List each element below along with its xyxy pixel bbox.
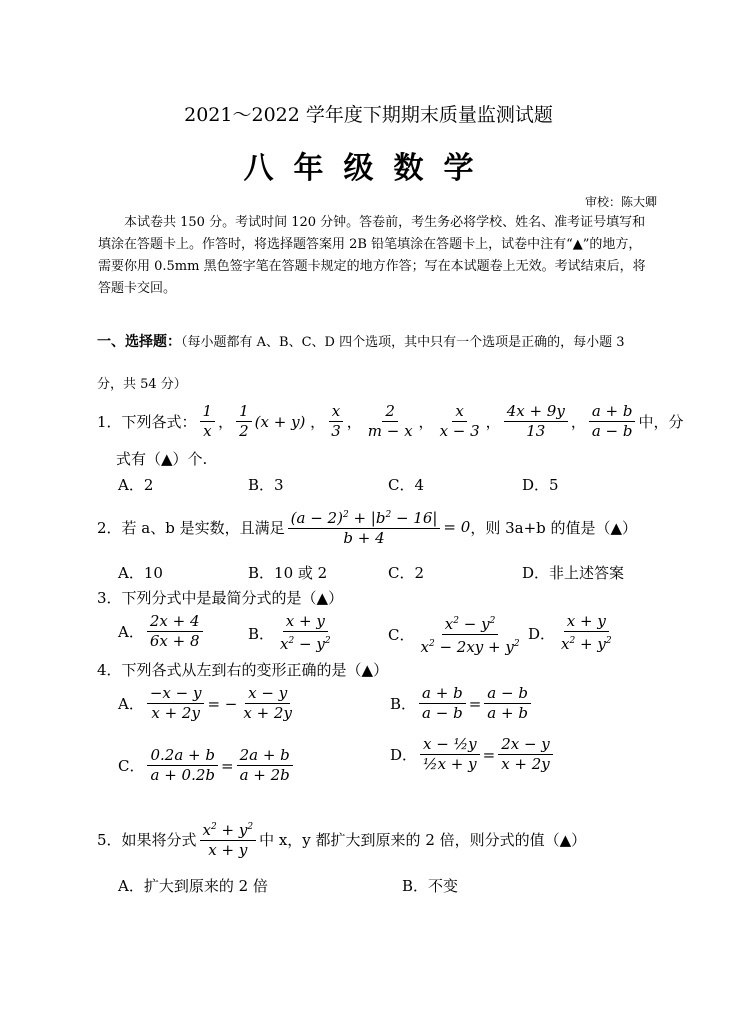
q1-expr-3: $\frac{x}{3}$ (328, 402, 344, 441)
q1-expr-1: $\frac{1}{x}$ (200, 402, 216, 441)
q2-option-c: C．2 (388, 564, 425, 582)
instructions: 本试卷共 150 分。考试时间 120 分钟。答卷前，考生务必将学校、姓名、准考证号填写和填涂在答题卡上。作答时，将选择题答案用 2B 铅笔填涂在答题卡上，试卷中注有“▲”的地方，需要你用 0.5mm 黑色签字笔在答题卡规定的地方作答；写在本试题卷上无效。考试结束后，将答题卡交回。 (98, 215, 646, 296)
q4-option-b: B． $\frac{a + b}{a - b}$ = $\frac{a - b}{a + b}$ (390, 684, 534, 723)
question-2: 2．若 a、b 是实数，且满足 $\frac{(a - 2)^2 + |b^2 - 16|}{b + 4}$ = 0 ，则 3a+b 的值是（▲） (97, 506, 637, 548)
q2-option-a: A．10 (118, 564, 163, 582)
question-3: 3．下列分式中是最简分式的是（▲） (97, 589, 344, 607)
q5-fraction: $\frac{x^2 + y^2}{x + y}$ (200, 818, 257, 860)
q2-equation: $\frac{(a - 2)^2 + |b^2 - 16|}{b + 4}$ (288, 506, 441, 548)
q1-expr-2: $\frac{1}{2}$ (236, 402, 252, 441)
q1-option-d: D．5 (522, 476, 559, 494)
q1-expr-4: $\frac{2}{m - x}$ (367, 402, 413, 440)
exam-subject: 八年级数学 (243, 151, 494, 186)
q1-option-a: A．2 (118, 476, 154, 494)
q2-option-d: D．非上述答案 (522, 564, 625, 582)
q1-expr-5: $\frac{x}{x - 3}$ (439, 402, 480, 440)
q5-suffix: 中 x，y 都扩大到原来的 2 倍，则分式的值（▲） (259, 830, 587, 849)
q3-option-b: B． $\frac{x + y}{x^2 - y^2}$ (248, 612, 331, 653)
q5-option-a: A．扩大到原来的 2 倍 (118, 877, 268, 895)
reviewer: 审校：陈大卿 (584, 195, 657, 209)
q1-option-b: B．3 (248, 476, 284, 494)
q5-option-b: B．不变 (402, 877, 459, 895)
q2-prefix: 2．若 a、b 是实数，且满足 (97, 518, 285, 537)
q1-prefix: 1．下列各式： (97, 413, 197, 431)
question-5 (97, 818, 586, 860)
q1-expr-6: $\frac{4x + 9y}{13}$ (504, 402, 568, 441)
q1-expr-7: $\frac{a + b}{a - b}$ (589, 402, 636, 441)
q3-option-c: C． $\frac{x^2 - y^2}{x^2 - 2xy + y^2}$ (388, 612, 526, 657)
q4-option-c: C． $\frac{0.2a + b}{a + 0.2b}$ = $\frac{2a + b}{a + 2b}$ (118, 746, 296, 785)
q3-option-d: D． $\frac{x + y}{x^2 + y^2}$ (528, 612, 612, 653)
q4-option-d: D． $\frac{\text{x − ½y}}{\text{½x + y}}$ = $\frac{2x - y}{x + 2y}$ (390, 735, 556, 774)
q5-prefix: 5．如果将分式 (97, 830, 197, 849)
question-1: 1．下列各式： $\frac{1}{x}$ ， $\frac{1}{2}$ (x + y) ， $\frac{x}{3}$ ， $\frac{2}{m - x}$ ， $\frac{x}{x - 3}$ ， $\frac{4x + 9y}{13}$ ， $\frac{a + b}{a - b}$ 中，分 (97, 402, 684, 440)
section-heading (97, 331, 624, 351)
section-note-cont: 分，共 54 分） (97, 377, 187, 392)
q1-suffix: 中，分 (638, 413, 684, 431)
q2-option-b: B．10 或 2 (248, 564, 328, 582)
section-note: （每小题都有 A、B、C、D 四个选项，其中只有一个选项是正确的，每小题 3 (181, 335, 625, 350)
section-title: 一、选择题： (97, 334, 181, 350)
q1-option-c: C．4 (388, 476, 425, 494)
question-4: 4．下列各式从左到右的变形正确的是（▲） (97, 661, 389, 679)
exam-title: 2021～2022 学年度下期期末质量监测试题 (184, 104, 553, 126)
q1-line2: 式有（▲）个. (116, 450, 208, 468)
q4-option-a: A． $\frac{-x - y}{x + 2y}$ = − $\frac{x - y}{x + 2y}$ (118, 684, 292, 722)
q3-option-a: A． $\frac{2x + 4}{6x + 8}$ (118, 612, 206, 651)
q2-suffix: ，则 3a+b 的值是（▲） (470, 518, 638, 537)
